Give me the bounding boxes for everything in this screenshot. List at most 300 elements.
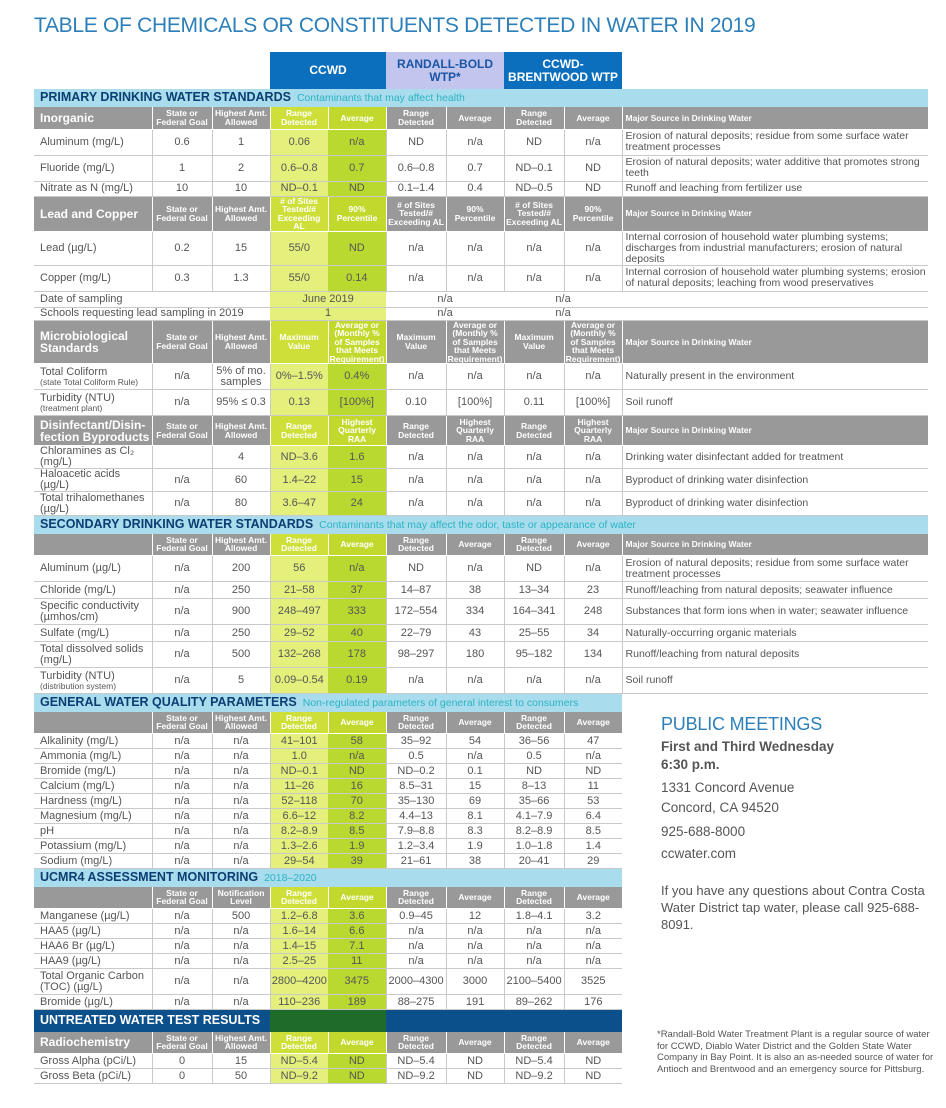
parameter-label: Gross Beta (pCi/L) — [34, 1069, 152, 1084]
value-cell: 0.1 — [446, 764, 504, 779]
value-cell: 60 — [212, 469, 270, 492]
value-cell: n/a — [152, 625, 212, 642]
column-header: Highest Amt. Allowed — [212, 107, 270, 129]
value-cell: 15 — [328, 469, 386, 492]
value-cell: 11–26 — [270, 779, 328, 794]
column-header: Notification Level — [212, 887, 270, 909]
column-header: Maximum Value — [270, 320, 328, 364]
value-cell: 191 — [446, 995, 504, 1010]
value-cell: 98–297 — [386, 642, 446, 668]
value-cell: n/a — [328, 129, 386, 155]
column-header: Average — [564, 1032, 622, 1054]
parameter-label: HAA6 Br (µg/L) — [34, 939, 152, 954]
value-cell: 1.4 — [564, 839, 622, 854]
section-primary — [34, 89, 928, 107]
value-cell: 37 — [328, 582, 386, 599]
parameter-label: pH — [34, 824, 152, 839]
table-row — [34, 582, 928, 599]
source-cell: Naturally-occurring organic materials — [622, 625, 928, 642]
group-label: Disinfectant/Disin-fection Byproducts — [34, 416, 152, 446]
value-cell: 1.2–6.8 — [270, 909, 328, 924]
value-cell: ND — [564, 764, 622, 779]
table-row — [34, 954, 928, 969]
value-cell: 5 — [212, 668, 270, 694]
value-cell: n/a — [446, 939, 504, 954]
value-cell: 15 — [212, 231, 270, 265]
value-cell: 7.1 — [328, 939, 386, 954]
value-cell: 333 — [328, 599, 386, 625]
value-cell: n/a — [446, 749, 504, 764]
header-row — [34, 107, 928, 129]
value-cell: n/a — [152, 824, 212, 839]
table-row — [34, 492, 928, 516]
source-cell: Erosion of natural deposits; residue from some surface water treatment processes — [622, 129, 928, 155]
meetings-question: If you have any questions about Contra Costa Water District tap water, please call 925-688-8091. — [661, 883, 925, 932]
value-cell: n/a — [504, 939, 564, 954]
randall-bold-footnote: *Randall-Bold Water Treatment Plant is a regular source of water for CCWD, Diablo Water District and the Golden State Water Company in Bay Point. It is also an as-needed source of water for Antioch and Brentwood and an emergency source for Pittsburg. — [657, 1029, 934, 1075]
column-header: State or Federal Goal — [152, 320, 212, 364]
value-cell: n/a — [446, 364, 504, 390]
source-cell: Soil runoff — [622, 390, 928, 416]
value-cell: 180 — [446, 642, 504, 668]
column-header: Average — [328, 887, 386, 909]
value-cell: ND — [564, 1069, 622, 1084]
table-row — [34, 625, 928, 642]
value-cell: 0.06 — [270, 129, 328, 155]
value-cell: 1.4–22 — [270, 469, 328, 492]
table-row — [34, 364, 928, 390]
value-cell: n/a — [564, 556, 622, 582]
value-cell: 2000–4300 — [386, 969, 446, 995]
table-row — [34, 307, 928, 320]
group-label: Lead and Copper — [34, 196, 152, 231]
column-header: Range Detected — [504, 712, 564, 734]
column-header: Average — [328, 107, 386, 129]
source-cell: Substances that form ions when in water; seawater influence — [622, 599, 928, 625]
value-cell: 250 — [212, 582, 270, 599]
source-cell: Runoff/leaching from natural deposits; seawater influence — [622, 582, 928, 599]
column-header: Highest Amt. Allowed — [212, 712, 270, 734]
value-cell: ND — [328, 181, 386, 196]
value-cell: 3.6 — [328, 909, 386, 924]
column-header: Major Source in Drinking Water — [622, 416, 928, 446]
blank-cell — [622, 954, 928, 969]
table-row — [34, 265, 928, 291]
value-cell: n/a — [386, 939, 446, 954]
value-cell: n/a — [152, 939, 212, 954]
value-cell: ND–0.2 — [386, 764, 446, 779]
blank-cell — [622, 995, 928, 1010]
value-cell: ND — [328, 231, 386, 265]
value-cell: 20–41 — [504, 854, 564, 869]
column-header: Major Source in Drinking Water — [622, 320, 928, 364]
value-cell: n/a — [152, 469, 212, 492]
column-header: Average — [328, 712, 386, 734]
value-cell: ND–9.2 — [504, 1069, 564, 1084]
column-header: Range Detected — [270, 712, 328, 734]
parameter-label: Potassium (mg/L) — [34, 839, 152, 854]
value-cell: 0.6–0.8 — [270, 155, 328, 181]
value-cell: 29–54 — [270, 854, 328, 869]
column-header: # of Sites Tested/# Exceeding AL — [386, 196, 446, 231]
column-header: State or Federal Goal — [152, 416, 212, 446]
value-cell: 4 — [212, 446, 270, 469]
value-cell: n/a — [212, 854, 270, 869]
parameter-label: Fluoride (mg/L) — [34, 155, 152, 181]
column-header: Highest Quarterly RAA — [446, 416, 504, 446]
value-cell: 134 — [564, 642, 622, 668]
column-header: Average — [328, 534, 386, 556]
value-cell: n/a — [212, 824, 270, 839]
value-cell: 36–56 — [504, 734, 564, 749]
table-row — [34, 129, 928, 155]
value-cell: 172–554 — [386, 599, 446, 625]
value-cell: 1 — [212, 129, 270, 155]
column-header: State or Federal Goal — [152, 887, 212, 909]
blank-cell — [270, 1010, 386, 1032]
value-cell: 41–101 — [270, 734, 328, 749]
value-cell: n/a — [152, 582, 212, 599]
value-cell: 164–341 — [504, 599, 564, 625]
blank-cell — [386, 1010, 622, 1032]
value-cell: 55/0 — [270, 231, 328, 265]
value-cell: n/a — [446, 556, 504, 582]
sampling-label: Schools requesting lead sampling in 2019 — [34, 307, 270, 320]
value-cell: 1.9 — [446, 839, 504, 854]
value-cell: 8.5 — [328, 824, 386, 839]
column-header: Range Detected — [504, 534, 564, 556]
value-cell: 0.7 — [446, 155, 504, 181]
column-header: Range Detected — [504, 416, 564, 446]
value-cell: n/a — [564, 469, 622, 492]
table-row — [34, 291, 928, 307]
value-cell: n/a — [386, 668, 446, 694]
value-cell: n/a — [212, 939, 270, 954]
value-cell: 53 — [564, 794, 622, 809]
value-cell: 21–61 — [386, 854, 446, 869]
parameter-label: Aluminum (mg/L) — [34, 129, 152, 155]
value-cell: 88–275 — [386, 995, 446, 1010]
value-cell: 0.7 — [328, 155, 386, 181]
value-cell: 1.2–3.4 — [386, 839, 446, 854]
source-cell: Naturally present in the environment — [622, 364, 928, 390]
value-cell: n/a — [564, 265, 622, 291]
column-header: Highest Quarterly RAA — [564, 416, 622, 446]
column-header: Highest Amt. Allowed — [212, 534, 270, 556]
table-row — [34, 668, 928, 694]
value-cell: 1 — [270, 307, 386, 320]
value-cell: June 2019 — [270, 291, 386, 307]
column-header: Average — [564, 712, 622, 734]
value-cell: 0.3 — [152, 265, 212, 291]
value-cell: 500 — [212, 909, 270, 924]
value-cell: 95% ≤ 0.3 — [212, 390, 270, 416]
value-cell: 0.11 — [504, 390, 564, 416]
column-header: Maximum Value — [386, 320, 446, 364]
source-cell: Internal corrosion of household water plumbing systems; discharges from industrial manufacturers; erosion of natural deposits — [622, 231, 928, 265]
value-cell: n/a — [152, 749, 212, 764]
value-cell: n/a — [504, 668, 564, 694]
plant-randall-bold: RANDALL-BOLD WTP* — [386, 52, 504, 89]
group-label: Inorganic — [34, 107, 152, 129]
value-cell: 56 — [270, 556, 328, 582]
section-row-general — [34, 694, 928, 712]
parameter-label: Bromide (mg/L) — [34, 764, 152, 779]
value-cell: ND — [328, 764, 386, 779]
sampling-label: Date of sampling — [34, 291, 270, 307]
value-cell: 35–92 — [386, 734, 446, 749]
value-cell: 250 — [212, 625, 270, 642]
value-cell: ND — [328, 1054, 386, 1069]
parameter-note: (distribution system) — [40, 680, 117, 691]
value-cell: n/a — [152, 764, 212, 779]
value-cell: 8.5–31 — [386, 779, 446, 794]
value-cell: 69 — [446, 794, 504, 809]
column-header: Range Detected — [270, 107, 328, 129]
column-header: 90% Percentile — [564, 196, 622, 231]
column-header: Range Detected — [386, 712, 446, 734]
value-cell: 7.9–8.8 — [386, 824, 446, 839]
value-cell: ND–0.1 — [504, 155, 564, 181]
header-row — [34, 320, 928, 364]
column-header: Range Detected — [270, 416, 328, 446]
value-cell: 3475 — [328, 969, 386, 995]
value-cell: n/a — [386, 924, 446, 939]
value-cell: ND — [328, 1069, 386, 1084]
value-cell: n/a — [386, 231, 446, 265]
value-cell: n/a — [212, 764, 270, 779]
column-header: Major Source in Drinking Water — [622, 196, 928, 231]
value-cell: ND–0.1 — [270, 764, 328, 779]
value-cell: 176 — [564, 995, 622, 1010]
header-row — [34, 534, 928, 556]
value-cell: 1 — [152, 155, 212, 181]
value-cell: n/a — [212, 924, 270, 939]
value-cell: 1.4–15 — [270, 939, 328, 954]
table-row — [34, 969, 928, 995]
value-cell: n/a — [564, 924, 622, 939]
value-cell: n/a — [328, 749, 386, 764]
value-cell: 0.9–45 — [386, 909, 446, 924]
source-cell: Byproduct of drinking water disinfection — [622, 469, 928, 492]
value-cell: 1.9 — [328, 839, 386, 854]
value-cell: 3.2 — [564, 909, 622, 924]
column-header: Range Detected — [270, 534, 328, 556]
parameter-label: Chloramines as Cl₂ (mg/L) — [34, 446, 152, 469]
header-row — [34, 196, 928, 231]
source-cell: Byproduct of drinking water disinfection — [622, 492, 928, 516]
value-cell: n/a — [564, 364, 622, 390]
source-cell: Soil runoff — [622, 668, 928, 694]
column-header: 90% Percentile — [328, 196, 386, 231]
value-cell: 6.6 — [328, 924, 386, 939]
value-cell: 29 — [564, 854, 622, 869]
value-cell: 189 — [328, 995, 386, 1010]
column-header: Range Detected — [386, 1032, 446, 1054]
column-header: Average or (Monthly % of Samples that Meets Requirement) — [447, 320, 503, 364]
value-cell: 16 — [328, 779, 386, 794]
value-cell: 0.09–0.54 — [270, 668, 328, 694]
value-cell: n/a — [152, 492, 212, 516]
plant-header-row — [34, 52, 928, 89]
value-cell: 34 — [564, 625, 622, 642]
meetings-time: 6:30 p.m. — [661, 757, 720, 772]
value-cell: n/a — [564, 129, 622, 155]
value-cell: n/a — [212, 794, 270, 809]
value-cell — [152, 446, 212, 469]
value-cell: n/a — [152, 599, 212, 625]
value-cell: 35–66 — [504, 794, 564, 809]
value-cell: 54 — [446, 734, 504, 749]
value-cell: n/a — [152, 794, 212, 809]
value-cell: n/a — [152, 854, 212, 869]
value-cell: 0.19 — [328, 668, 386, 694]
parameter-label: Total trihalomethanes (µg/L) — [34, 492, 152, 516]
column-header: Average — [446, 534, 504, 556]
value-cell: 38 — [446, 854, 504, 869]
value-cell: 11 — [328, 954, 386, 969]
value-cell: 0.6 — [152, 129, 212, 155]
column-header: Average — [446, 712, 504, 734]
section-untreated: UNTREATED WATER TEST RESULTS — [34, 1010, 270, 1032]
value-cell: n/a — [152, 734, 212, 749]
value-cell: n/a — [152, 364, 212, 390]
value-cell: n/a — [446, 469, 504, 492]
section-note: Non-regulated parameters of general interest to consumers — [302, 696, 579, 709]
table-row — [34, 642, 928, 668]
value-cell: n/a — [152, 779, 212, 794]
value-cell: 8.2–8.9 — [270, 824, 328, 839]
value-cell: n/a — [386, 265, 446, 291]
value-cell: 1.8–4.1 — [504, 909, 564, 924]
value-cell: n/a — [212, 749, 270, 764]
source-cell: Erosion of natural deposits; water additive that promotes strong teeth — [622, 155, 928, 181]
source-cell: Runoff and leaching from fertilizer use — [622, 181, 928, 196]
value-cell: 0.10 — [386, 390, 446, 416]
value-cell: 50 — [212, 1069, 270, 1084]
value-cell: [100%] — [446, 390, 504, 416]
value-cell: n/a — [564, 492, 622, 516]
value-cell: 12 — [446, 909, 504, 924]
column-header: # of Sites Tested/# Exceeding AL — [270, 196, 328, 231]
value-cell: ND — [504, 556, 564, 582]
plant-ccwd: CCWD — [270, 52, 386, 89]
value-cell: 178 — [328, 642, 386, 668]
value-cell: 58 — [328, 734, 386, 749]
value-cell: n/a — [386, 446, 446, 469]
value-cell: 1.3–2.6 — [270, 839, 328, 854]
parameter-label — [34, 364, 152, 390]
value-cell: 0%–1.5% — [270, 364, 328, 390]
value-cell: n/a — [152, 556, 212, 582]
blank-cell — [622, 52, 928, 89]
value-cell: 25–55 — [504, 625, 564, 642]
value-cell: n/a — [504, 492, 564, 516]
value-cell: 89–262 — [504, 995, 564, 1010]
column-header: Highest Quarterly RAA — [328, 416, 386, 446]
value-cell: n/a — [446, 924, 504, 939]
value-cell: ND–0.5 — [504, 181, 564, 196]
meetings-address-2: Concord, CA 94520 — [661, 800, 779, 815]
value-cell: 2100–5400 — [504, 969, 564, 995]
table-row — [34, 155, 928, 181]
value-cell: n/a — [212, 734, 270, 749]
column-header: Range Detected — [504, 887, 564, 909]
blank-cell — [622, 694, 928, 712]
parameter-label: Calcium (mg/L) — [34, 779, 152, 794]
value-cell: n/a — [504, 954, 564, 969]
table-row — [34, 599, 928, 625]
value-cell: ND — [504, 129, 564, 155]
value-cell: n/a — [152, 390, 212, 416]
value-cell: n/a — [446, 492, 504, 516]
column-header: Average or (Monthly % of Samples that Meets Requirement) — [329, 320, 385, 364]
parameter-name: Total Coliform — [40, 365, 108, 378]
section-general — [34, 694, 622, 712]
value-cell: 8.2–8.9 — [504, 824, 564, 839]
value-cell: n/a — [504, 469, 564, 492]
table-row — [34, 390, 928, 416]
value-cell: ND–0.1 — [270, 181, 328, 196]
source-cell: Erosion of natural deposits; residue from some surface water treatment processes — [622, 556, 928, 582]
column-header: Average — [446, 107, 504, 129]
value-cell: 110–236 — [270, 995, 328, 1010]
value-cell: n/a — [386, 364, 446, 390]
value-cell: n/a — [446, 954, 504, 969]
blank-cell — [622, 307, 928, 320]
column-header: Range Detected — [386, 107, 446, 129]
value-cell: 1.6–14 — [270, 924, 328, 939]
column-header: State or Federal Goal — [152, 1032, 212, 1054]
value-cell: 70 — [328, 794, 386, 809]
meetings-website[interactable]: ccwater.com — [661, 846, 737, 861]
value-cell: 55/0 — [270, 265, 328, 291]
value-cell: 2800–4200 — [270, 969, 328, 995]
value-cell: n/a — [212, 779, 270, 794]
value-cell: 2.5–25 — [270, 954, 328, 969]
parameter-label: Copper (mg/L) — [34, 265, 152, 291]
value-cell: [100%] — [328, 390, 386, 416]
value-cell: ND — [386, 129, 446, 155]
parameter-note: (state Total Coliform Rule) — [40, 376, 139, 387]
value-cell: n/a — [152, 924, 212, 939]
value-cell: ND–9.2 — [386, 1069, 446, 1084]
value-cell: n/a — [564, 939, 622, 954]
value-cell: 900 — [212, 599, 270, 625]
value-cell: 22–79 — [386, 625, 446, 642]
group-label — [34, 887, 152, 909]
parameter-note: (treatment plant) — [40, 402, 103, 413]
value-cell: ND–5.4 — [386, 1054, 446, 1069]
group-label: Radiochemistry — [34, 1032, 152, 1054]
value-cell: n/a — [212, 839, 270, 854]
parameter-label: Total dissolved solids (mg/L) — [34, 642, 152, 668]
value-cell: n/a — [504, 364, 564, 390]
blank-cell — [622, 939, 928, 954]
value-cell: n/a — [212, 969, 270, 995]
source-cell: Runoff/leaching from natural deposits — [622, 642, 928, 668]
column-header: Highest Amt. Allowed — [212, 1032, 270, 1054]
column-header: Average — [328, 1032, 386, 1054]
column-header: Highest Amt. Allowed — [212, 320, 270, 364]
parameter-label: Magnesium (mg/L) — [34, 809, 152, 824]
section-title: PRIMARY DRINKING WATER STANDARDS — [40, 90, 291, 104]
value-cell: 80 — [212, 492, 270, 516]
value-cell: 43 — [446, 625, 504, 642]
value-cell: n/a — [152, 809, 212, 824]
value-cell: n/a — [504, 231, 564, 265]
value-cell: n/a — [504, 265, 564, 291]
